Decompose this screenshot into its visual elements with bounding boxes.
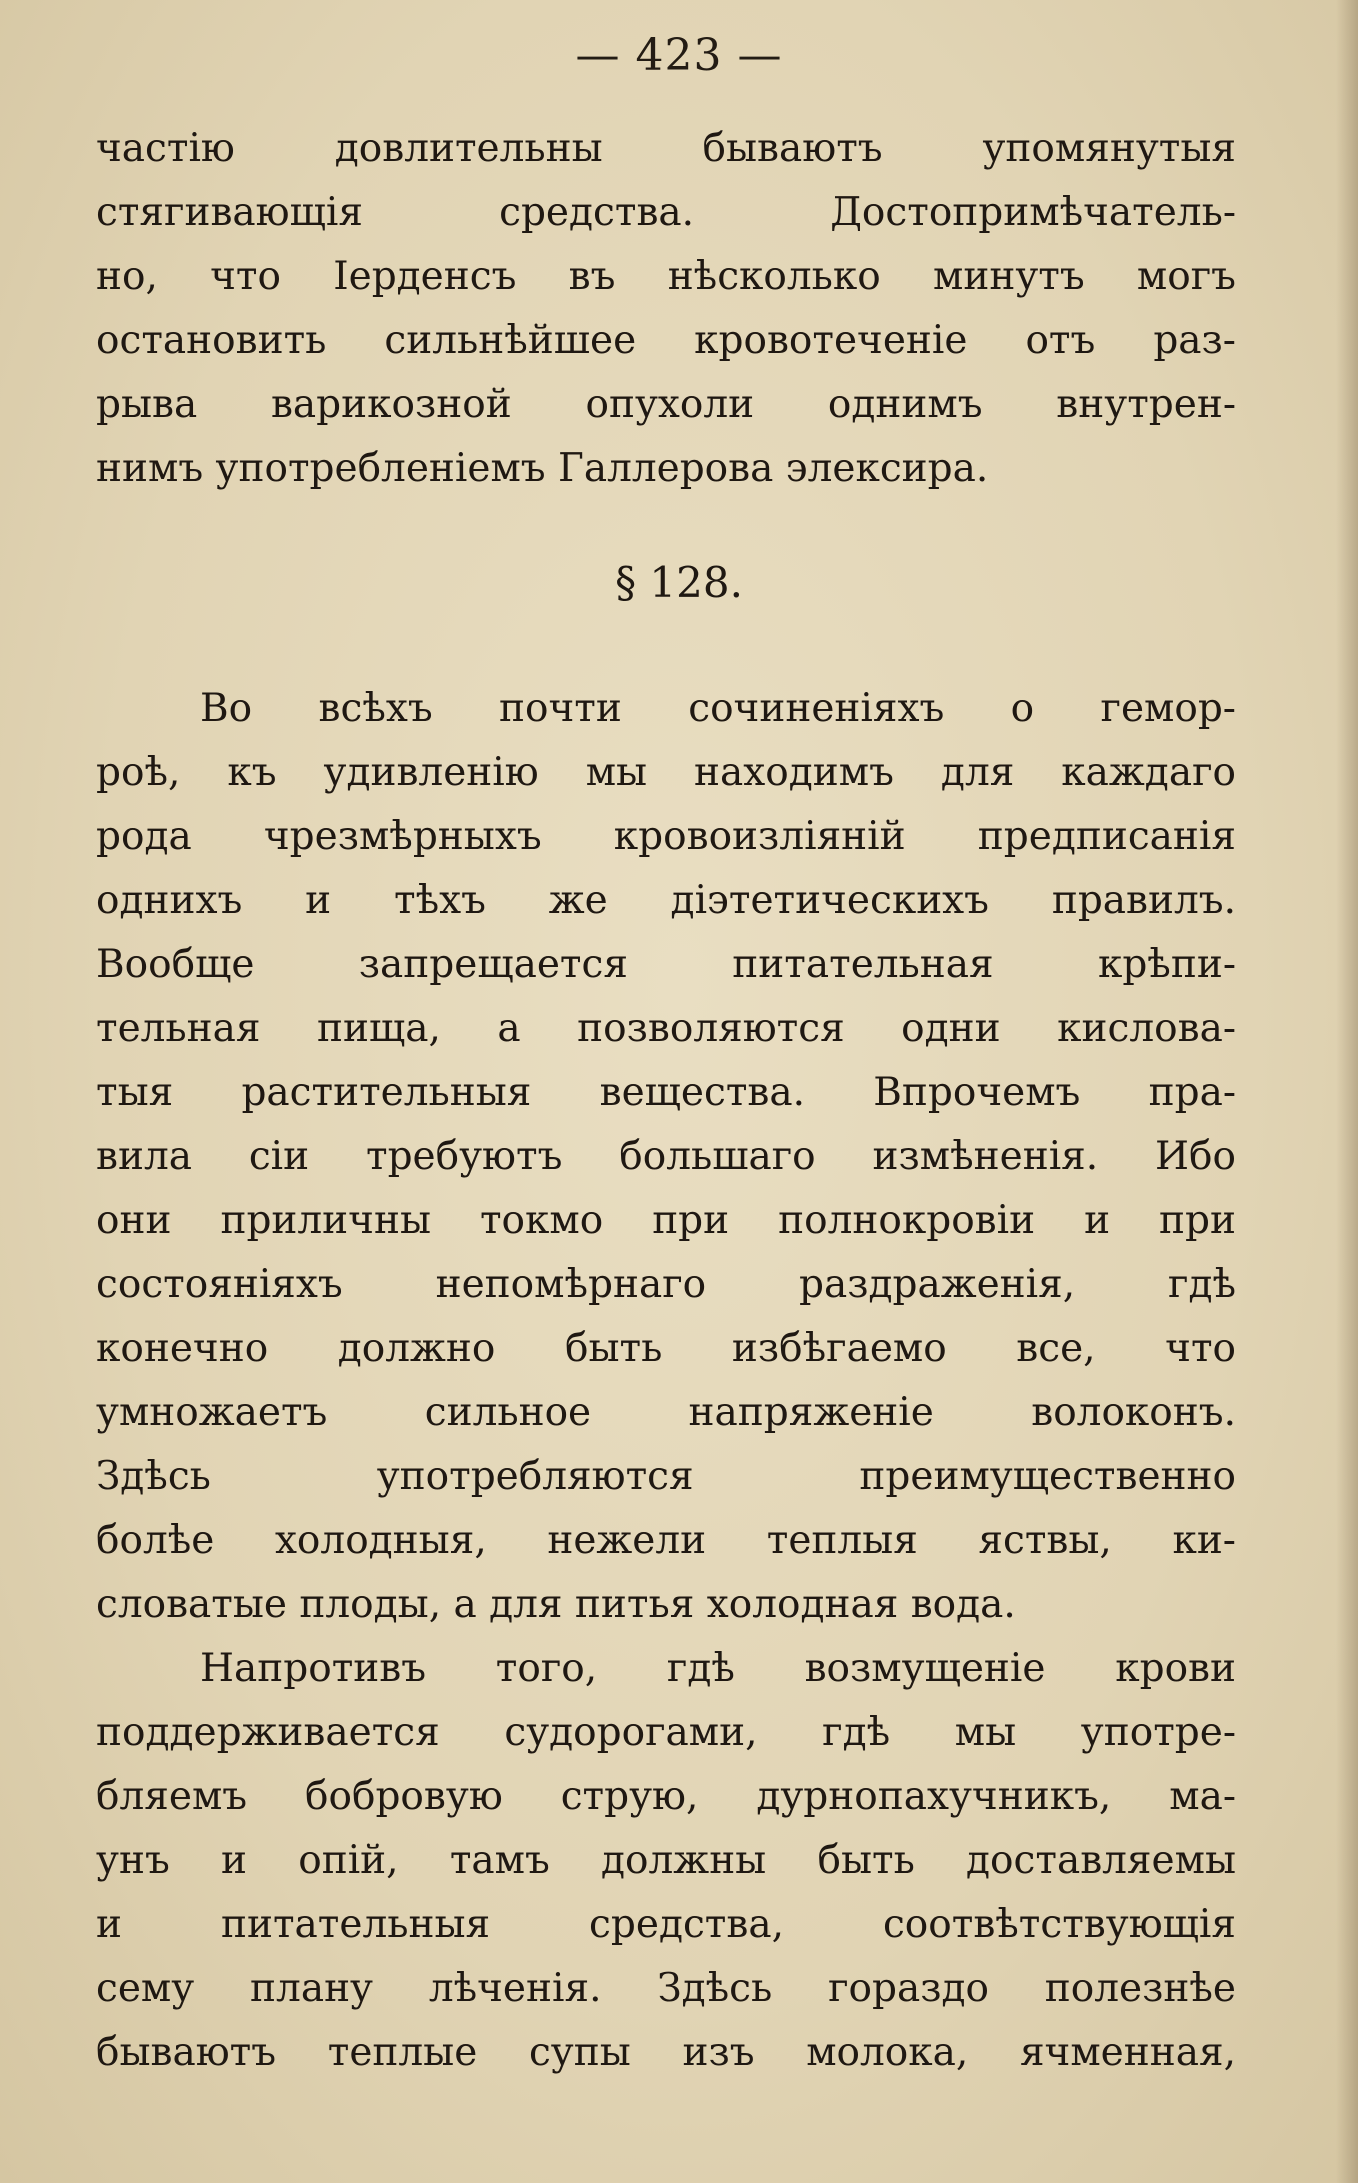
- section-heading: § 128.: [615, 558, 743, 607]
- text-line: словатые плоды, а для питья холодная вода.: [96, 1582, 1016, 1627]
- text-line: сему плану лѣченія. Здѣсь гораздо полезнѣе: [96, 1966, 1236, 2011]
- text-line: рода чрезмѣрныхъ кровоизліяній предписанія: [96, 814, 1236, 859]
- text-line: болѣе холодныя, нежели теплыя яствы, ки-: [96, 1518, 1236, 1563]
- text-line: нимъ употребленіемъ Галлерова элексира.: [96, 446, 989, 491]
- text-line: они приличны токмо при полнокровіи и при: [96, 1198, 1236, 1243]
- text-line: бляемъ бобровую струю, дурнопахучникъ, ма-: [96, 1774, 1236, 1819]
- text-line: стягивающія средства. Достопримѣчатель-: [96, 190, 1236, 235]
- text-line: рыва варикозной опухоли однимъ внутрен-: [96, 382, 1236, 427]
- text-line: роѣ, къ удивленію мы находимъ для каждаго: [96, 750, 1236, 795]
- text-line: Вообще запрещается питательная крѣпи-: [96, 942, 1236, 987]
- text-line: но, что Іерденсъ въ нѣсколько минутъ могъ: [96, 254, 1236, 299]
- text-line: поддерживается судорогами, гдѣ мы употре-: [96, 1710, 1236, 1755]
- text-line: Во всѣхъ почти сочиненіяхъ о гемор-: [200, 686, 1236, 731]
- text-line: умножаетъ сильное напряженіе волоконъ.: [96, 1390, 1236, 1435]
- text-line: тыя растительныя вещества. Впрочемъ пра-: [96, 1070, 1236, 1115]
- page-number: — 423 —: [575, 30, 783, 81]
- top-paragraph: [96, 117, 1236, 501]
- text-line: частію довлительны бываютъ упомянутыя: [96, 126, 1236, 171]
- text-line: Здѣсь употребляются преимущественно: [96, 1454, 1236, 1499]
- section-body: [96, 677, 1236, 2085]
- text-line: Напротивъ того, гдѣ возмущеніе крови: [200, 1646, 1236, 1691]
- page-gutter-shadow: [1336, 0, 1358, 2183]
- text-line: состояніяхъ непомѣрнаго раздраженія, гдѣ: [96, 1262, 1236, 1307]
- text-line: однихъ и тѣхъ же діэтетическихъ правилъ.: [96, 878, 1236, 923]
- text-line: конечно должно быть избѣгаемо все, что: [96, 1326, 1236, 1371]
- text-line: унъ и опій, тамъ должны быть доставляемы: [96, 1838, 1236, 1883]
- text-line: тельная пища, а позволяются одни кислова-: [96, 1006, 1236, 1051]
- text-line: и питательныя средства, соотвѣтствующія: [96, 1902, 1236, 1947]
- text-line: бываютъ теплые супы изъ молока, ячменная,: [96, 2030, 1236, 2075]
- text-line: остановить сильнѣйшее кровотеченіе отъ раз-: [96, 318, 1236, 363]
- text-line: вила сіи требуютъ большаго измѣненія. Ибо: [96, 1134, 1236, 1179]
